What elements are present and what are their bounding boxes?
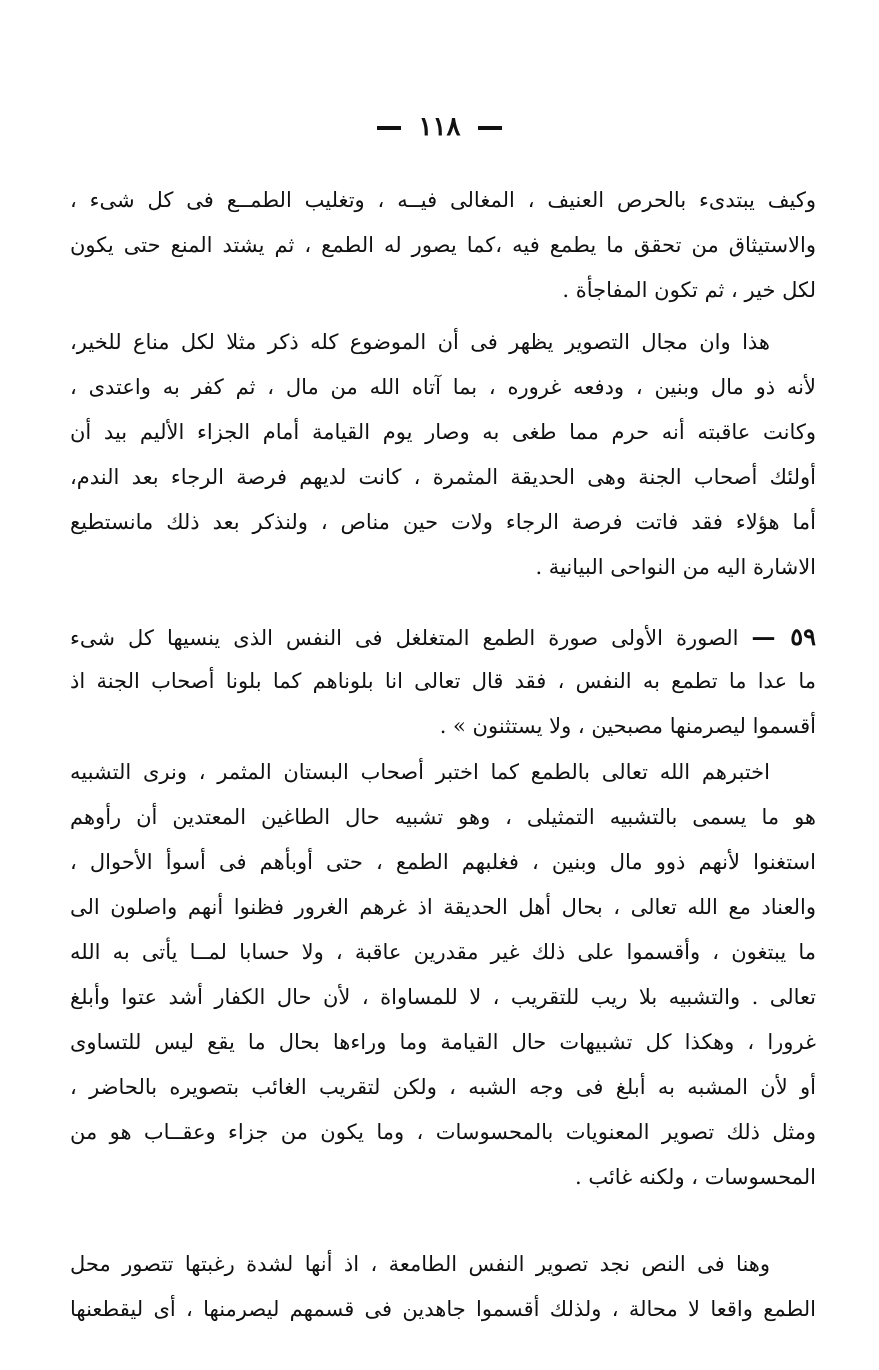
text-line: والعناد مع الله تعالى ، بحال أهل الحديقة اذ غرهم الغرور فظنوا أنهم واصلون الى: [70, 895, 816, 919]
text-line: ما يبتغون ، وأقسموا على ذلك غير مقدرين عاقبة ، ولا حسابا لمــا يأتى به الله: [70, 940, 816, 964]
paragraph-4: [70, 750, 816, 1200]
text-line: اختبرهم الله تعالى بالطمع كما اختبر أصحاب البستان المثمر ، ونرى التشبيه: [70, 760, 770, 784]
text-line: وهنا فى النص نجد تصوير النفس الطامعة ، اذ أنها لشدة رغبتها تتصور محل: [70, 1252, 770, 1276]
text-line: أو لأن المشبه به أبلغ فى وجه الشبه ، ولكن لتقريب الغائب بتصويره بالحاضر ،: [70, 1075, 816, 1099]
text-line: استغنوا لأنهم ذوو مال وبنين ، فغلبهم الطمع ، حتى أوبأهم فى أسوأ الأحوال ،: [70, 850, 816, 874]
page-number: [0, 112, 879, 142]
text-line: وكيف يبتدىء بالحرص العنيف ، المغالى فيــه ، وتغليب الطمــع فى كل شىء ،: [70, 188, 816, 212]
page-number-text: ١١٨: [418, 112, 461, 142]
text-line: المحسوسات ، ولكنه غائب .: [574, 1165, 816, 1189]
paragraph-number: ٥٩ —: [751, 622, 816, 651]
text-line: تعالى . والتشبيه بلا ريب للتقريب ، لا للمساواة ، لأن حال الكفار أشد عتوا وأبلغ: [70, 985, 816, 1009]
paragraph-3: [70, 614, 816, 749]
text-line: وكانت عاقبته أنه حرم مما طغى به وصار يوم القيامة أمام الجزاء الأليم بيد أن: [70, 420, 816, 444]
text-line: والاستيثاق من تحقق ما يطمع فيه ،كما يصور له الطمع ، ثم يشتد المنع حتى يكون: [70, 233, 816, 257]
page-number-dash-left: [377, 126, 401, 130]
text-line: أقسموا ليصرمنها مصبحين ، ولا يستثنون » .: [439, 714, 816, 738]
text-line: لكل خير ، ثم تكون المفاجأة .: [562, 278, 816, 302]
paragraph-2: [70, 320, 816, 590]
numbered-line: [70, 614, 816, 659]
text-line: لأنه ذو مال وبنين ، ودفعه غروره ، بما آتاه الله من مال ، ثم كفر به واعتدى ،: [70, 375, 816, 399]
text-line: غرورا ، وهكذا كل تشبيهات حال القيامة وما وراءها بحال ما يقع ليس للتساوى: [70, 1030, 817, 1054]
page-number-dash-right: [478, 126, 502, 130]
paragraph-1: [70, 178, 816, 313]
text-line: أولئك أصحاب الجنة وهى الحديقة المثمرة ، كانت لديهم فرصة الرجاء بعد الندم،: [70, 465, 816, 489]
text-line: ما عدا ما تطمع به النفس ، فقد قال تعالى انا بلوناهم كما بلونا أصحاب الجنة اذ: [70, 669, 816, 693]
paragraph-5: [70, 1242, 816, 1332]
text-line: هو ما يسمى بالتشبيه التمثيلى ، وهو تشبيه حال الطاغين المعتدين أن رأوهم: [70, 805, 816, 829]
text-line: ومثل ذلك تصوير المعنويات بالمحسوسات ، وما يكون من جزاء وعقــاب هو من: [70, 1120, 816, 1144]
text-fragment: الصورة الأولى صورة الطمع المتغلغل فى النفس الذى ينسيها كل شىء: [70, 626, 739, 650]
text-line: الطمع واقعا لا محالة ، ولذلك أقسموا جاهدين فى قسمهم ليصرمنها ، أى ليقطعنها: [70, 1297, 816, 1321]
text-line: أما هؤلاء فقد فاتت فرصة الرجاء ولات حين مناص ، ولنذكر بعد ذلك مانستطيع: [70, 510, 816, 534]
text-line: الاشارة اليه من النواحى البيانية .: [535, 555, 816, 579]
text-line: هذا وان مجال التصوير يظهر فى أن الموضوع كله ذكر مثلا لكل مناع للخير،: [70, 330, 770, 354]
